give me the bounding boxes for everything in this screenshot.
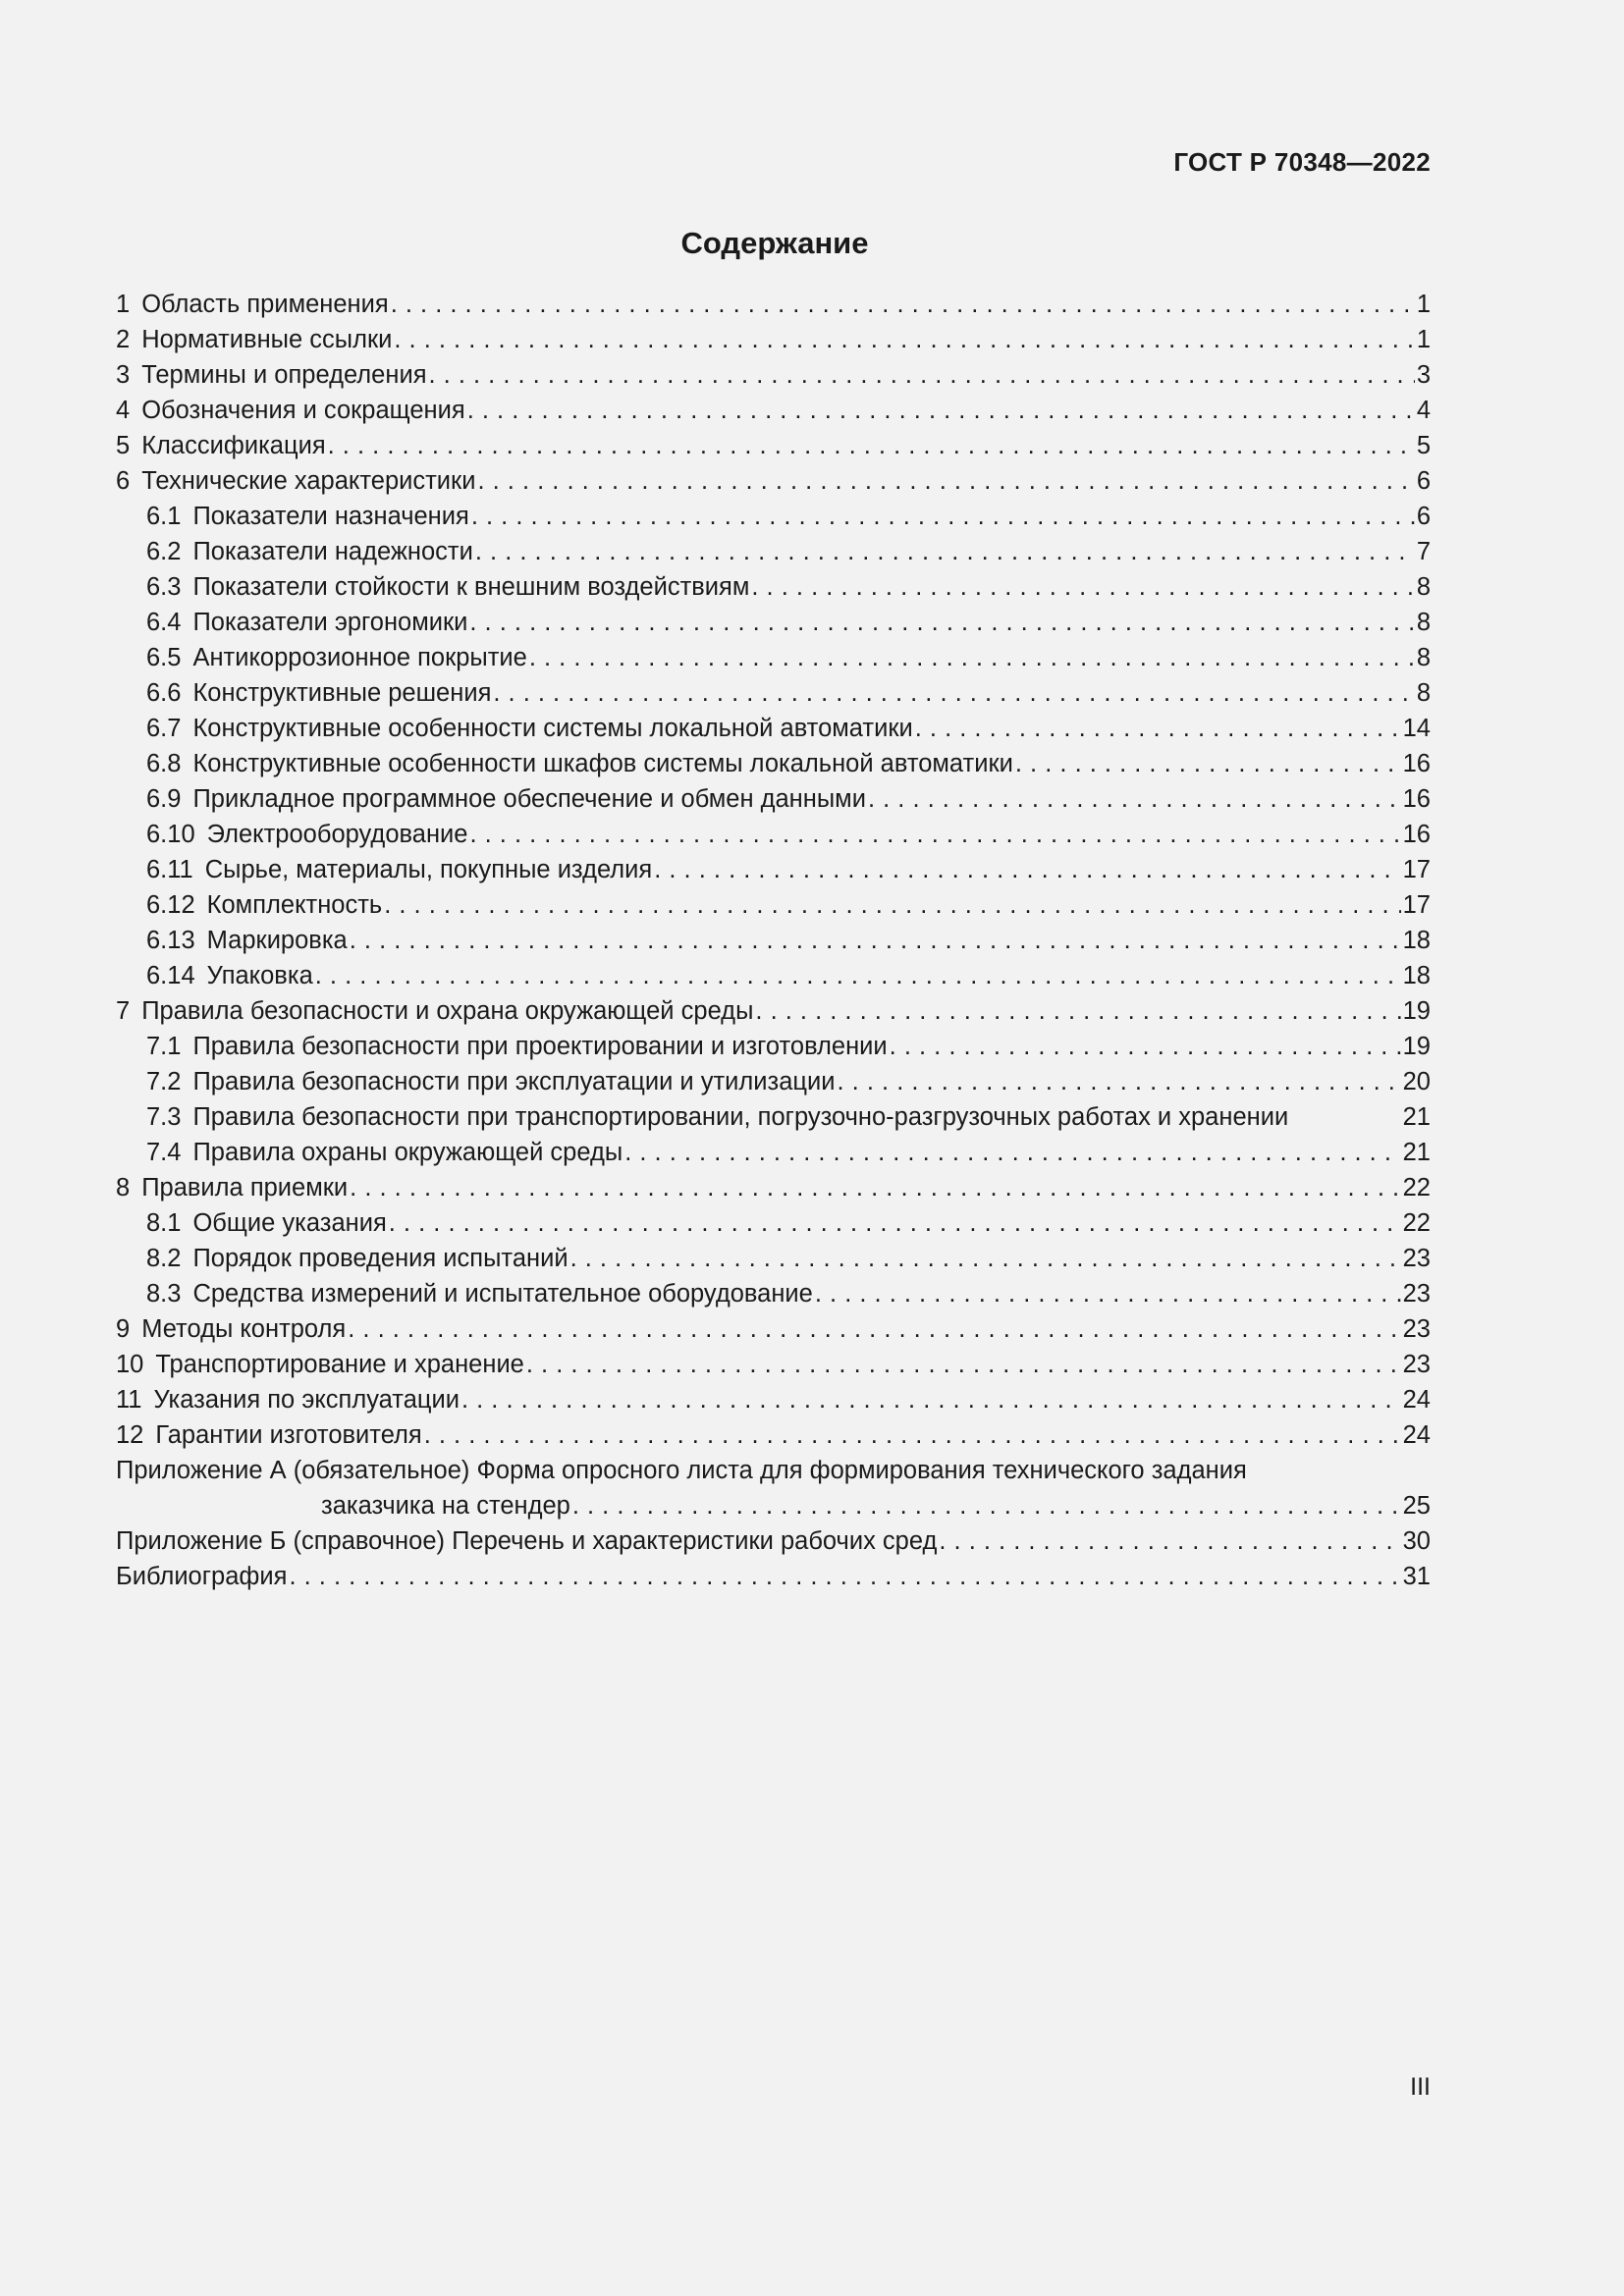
toc-entry[interactable]: [116, 852, 1431, 887]
toc-leader-dots: [475, 534, 1415, 569]
toc-leader-dots: [315, 958, 1401, 993]
toc-entry-title: Средства измерений и испытательное оборудование: [192, 1280, 813, 1308]
toc-entry-title: Показатели стойкости к внешним воздействиям: [192, 573, 750, 601]
toc-leader-dots: [467, 393, 1415, 428]
toc-entry[interactable]: [116, 428, 1431, 463]
toc-entry-page: 24: [1402, 1421, 1431, 1449]
toc-entry-number: 7.3: [146, 1103, 182, 1131]
toc-leader-dots: [391, 287, 1415, 322]
toc-entry[interactable]: [116, 746, 1431, 781]
toc-entry-number: 8.2: [146, 1245, 182, 1272]
toc-entry-number: 6.9: [146, 785, 182, 813]
toc-entry-page: 1: [1416, 326, 1431, 353]
toc-entry[interactable]: [116, 393, 1431, 428]
toc-entry-page: 7: [1416, 538, 1431, 565]
toc-entry-title: Общие указания: [192, 1209, 387, 1237]
toc-entry-title: Указания по эксплуатации: [153, 1386, 460, 1414]
toc-entry[interactable]: [116, 781, 1431, 817]
toc-entry-title: Приложение Б (справочное) Перечень и характеристики рабочих сред: [116, 1527, 938, 1555]
toc-leader-dots: [815, 1276, 1401, 1311]
toc-entry-page: 17: [1402, 891, 1431, 919]
toc-leader-dots: [350, 1170, 1400, 1205]
toc-entry-number: 10: [116, 1351, 144, 1378]
table-of-contents: [116, 287, 1431, 1594]
toc-entry-page: 25: [1402, 1492, 1431, 1520]
toc-entry-page: 23: [1402, 1245, 1431, 1272]
toc-entry-number: 2: [116, 326, 131, 353]
toc-entry-title: Термины и определения: [141, 361, 427, 389]
toc-entry-title: Технические характеристики: [141, 467, 476, 495]
toc-entry-page: 17: [1402, 856, 1431, 883]
toc-entry[interactable]: [116, 1099, 1431, 1135]
toc-title: Содержание: [680, 226, 869, 260]
toc-entry-number: 6.4: [146, 609, 182, 636]
toc-entry[interactable]: [116, 1029, 1431, 1064]
toc-entry-page: 22: [1402, 1174, 1431, 1201]
toc-entry-page: 18: [1402, 962, 1431, 989]
toc-leader-dots: [624, 1135, 1400, 1170]
toc-entry-title: Прикладное программное обеспечение и обмен данными: [192, 785, 866, 813]
toc-entry-title: Комплектность: [206, 891, 383, 919]
toc-entry-title: Классификация: [141, 432, 326, 459]
toc-leader-dots: [493, 675, 1414, 711]
toc-leader-dots: [838, 1064, 1401, 1099]
toc-leader-dots: [389, 1205, 1401, 1241]
toc-entry-page: 8: [1416, 609, 1431, 636]
toc-leader-dots: [469, 605, 1414, 640]
toc-entry-title: Транспортирование и хранение: [155, 1351, 524, 1378]
toc-entry-title: Маркировка: [206, 927, 348, 954]
toc-entry[interactable]: [116, 711, 1431, 746]
toc-leader-dots: [394, 322, 1414, 357]
toc-entry-number: 7.1: [146, 1033, 182, 1060]
toc-entry-number: 6.11: [146, 856, 193, 883]
toc-entry[interactable]: [116, 463, 1431, 499]
toc-leader-dots: [755, 993, 1400, 1029]
toc-entry-page: 21: [1402, 1103, 1431, 1131]
toc-entry[interactable]: [116, 887, 1431, 923]
toc-entry-page: 23: [1402, 1315, 1431, 1343]
toc-entry-number: 6.12: [146, 891, 195, 919]
toc-entry[interactable]: [116, 499, 1431, 534]
toc-leader-dots: [477, 463, 1414, 499]
toc-entry-title: Область применения: [141, 291, 389, 318]
toc-entry[interactable]: [116, 1559, 1431, 1594]
toc-entry-title: Показатели эргономики: [192, 609, 468, 636]
toc-entry[interactable]: [116, 640, 1431, 675]
toc-entry[interactable]: [116, 1453, 1431, 1488]
toc-entry[interactable]: [116, 1170, 1431, 1205]
toc-entry-title: Показатели надежности: [192, 538, 473, 565]
toc-entry-number: 6.8: [146, 750, 182, 777]
toc-leader-dots: [350, 923, 1401, 958]
toc-entry-page: 19: [1402, 997, 1431, 1025]
toc-entry-title: Обозначения и сокращения: [141, 397, 465, 424]
toc-entry-title: Правила охраны окружающей среды: [192, 1139, 623, 1166]
toc-entry[interactable]: [116, 287, 1431, 322]
toc-leader-dots: [328, 428, 1415, 463]
toc-entry-title: Методы контроля: [141, 1315, 347, 1343]
toc-entry-number: 6.1: [146, 503, 182, 530]
toc-entry[interactable]: [116, 1064, 1431, 1099]
toc-entry-title: Конструктивные особенности системы локальной автоматики: [192, 715, 913, 742]
toc-entry-number: 7.4: [146, 1139, 182, 1166]
toc-entry-page: 5: [1416, 432, 1431, 459]
toc-entry-page: 4: [1416, 397, 1431, 424]
toc-leader-dots: [424, 1417, 1401, 1453]
toc-entry[interactable]: [116, 1417, 1431, 1453]
toc-entry[interactable]: [116, 675, 1431, 711]
toc-entry-title: Антикоррозионное покрытие: [192, 644, 527, 671]
toc-entry-number: 1: [116, 291, 131, 318]
toc-entry-title: Сырье, материалы, покупные изделия: [204, 856, 653, 883]
toc-leader-dots: [471, 499, 1415, 534]
toc-entry-number: 11: [116, 1386, 142, 1414]
toc-entry[interactable]: [116, 357, 1431, 393]
page-number: III: [1410, 2073, 1431, 2101]
toc-entry-number: 6.13: [146, 927, 195, 954]
toc-leader-dots: [529, 640, 1415, 675]
toc-entry-title: Правила безопасности при проектировании и изготовлении: [192, 1033, 888, 1060]
toc-leader-dots: [751, 569, 1414, 605]
toc-entry-title: Показатели назначения: [192, 503, 469, 530]
toc-entry-page: 8: [1416, 573, 1431, 601]
document-code: ГОСТ Р 70348—2022: [1173, 147, 1431, 177]
toc-leader-dots: [429, 357, 1415, 393]
toc-entry-title: Порядок проведения испытаний: [192, 1245, 568, 1272]
toc-entry-number: 6.6: [146, 679, 182, 707]
toc-entry-page: 21: [1402, 1139, 1431, 1166]
toc-leader-dots: [868, 781, 1401, 817]
toc-entry-page: 23: [1402, 1351, 1431, 1378]
toc-entry-number: 8: [116, 1174, 131, 1201]
toc-entry-title: Упаковка: [206, 962, 313, 989]
toc-leader-dots: [289, 1559, 1400, 1594]
toc-leader-dots: [526, 1347, 1401, 1382]
toc-entry-page: 19: [1402, 1033, 1431, 1060]
toc-entry-title: Правила безопасности при транспортировании, погрузочно-разгрузочных работах и хранении: [192, 1103, 1289, 1131]
toc-entry-number: 7.2: [146, 1068, 182, 1095]
toc-entry-number: 7: [116, 997, 131, 1025]
toc-entry[interactable]: [116, 1241, 1431, 1276]
toc-entry-page: 8: [1416, 679, 1431, 707]
toc-leader-dots: [654, 852, 1400, 887]
toc-entry[interactable]: [116, 1488, 1431, 1523]
toc-entry-page: 16: [1402, 821, 1431, 848]
toc-entry-number: 6: [116, 467, 131, 495]
toc-entry-title: Правила безопасности при эксплуатации и утилизации: [192, 1068, 836, 1095]
toc-leader-dots: [890, 1029, 1401, 1064]
toc-entry[interactable]: [116, 1135, 1431, 1170]
toc-entry-title: Приложение А (обязательное) Форма опросного листа для формирования технического задания: [116, 1457, 1247, 1484]
toc-entry-number: 6.14: [146, 962, 195, 989]
toc-entry-number: 8.1: [146, 1209, 182, 1237]
toc-entry-page: 31: [1402, 1563, 1431, 1590]
toc-entry[interactable]: [116, 1311, 1431, 1347]
toc-leader-dots: [570, 1241, 1401, 1276]
toc-entry[interactable]: [116, 1523, 1431, 1559]
toc-entry-page: 1: [1416, 291, 1431, 318]
toc-leader-dots: [384, 887, 1400, 923]
toc-entry-page: 16: [1402, 785, 1431, 813]
toc-entry-number: 6.7: [146, 715, 182, 742]
toc-entry-page: 6: [1416, 467, 1431, 495]
toc-entry-number: 6.5: [146, 644, 182, 671]
toc-leader-dots: [461, 1382, 1401, 1417]
toc-entry-number: 6.10: [146, 821, 195, 848]
toc-entry-title: Правила приемки: [141, 1174, 349, 1201]
toc-entry[interactable]: [116, 817, 1431, 852]
toc-entry-title: Нормативные ссылки: [141, 326, 393, 353]
toc-entry[interactable]: [116, 1382, 1431, 1417]
toc-entry-title: Электрооборудование: [206, 821, 468, 848]
toc-leader-dots: [469, 817, 1400, 852]
toc-entry-title: Гарантии изготовителя: [155, 1421, 422, 1449]
toc-entry[interactable]: [116, 958, 1431, 993]
toc-entry-page: 14: [1402, 715, 1431, 742]
toc-leader-dots: [915, 711, 1401, 746]
toc-leader-dots: [939, 1523, 1400, 1559]
toc-leader-dots: [348, 1311, 1400, 1347]
toc-entry-title: Библиография: [116, 1563, 288, 1590]
toc-entry-number: 12: [116, 1421, 144, 1449]
toc-entry-number: 8.3: [146, 1280, 182, 1308]
toc-entry-number: 3: [116, 361, 131, 389]
toc-entry-number: 6.2: [146, 538, 182, 565]
toc-entry[interactable]: [116, 1276, 1431, 1311]
toc-entry-page: 18: [1402, 927, 1431, 954]
toc-entry[interactable]: [116, 993, 1431, 1029]
toc-entry-page: 24: [1402, 1386, 1431, 1414]
toc-entry[interactable]: [116, 534, 1431, 569]
toc-entry-number: 9: [116, 1315, 131, 1343]
toc-entry-title: заказчика на стендер: [321, 1492, 570, 1520]
toc-entry[interactable]: [116, 569, 1431, 605]
toc-entry[interactable]: [116, 923, 1431, 958]
toc-entry[interactable]: [116, 605, 1431, 640]
toc-entry-title: Конструктивные решения: [192, 679, 492, 707]
toc-entry-page: 8: [1416, 644, 1431, 671]
toc-entry-title: Правила безопасности и охрана окружающей среды: [141, 997, 754, 1025]
toc-entry[interactable]: [116, 1205, 1431, 1241]
toc-entry-page: 3: [1416, 361, 1431, 389]
toc-entry[interactable]: [116, 322, 1431, 357]
toc-entry-number: 4: [116, 397, 131, 424]
toc-entry-title: Конструктивные особенности шкафов системы локальной автоматики: [192, 750, 1013, 777]
toc-entry-number: 5: [116, 432, 131, 459]
toc-leader-dots: [572, 1488, 1401, 1523]
toc-entry-number: 6.3: [146, 573, 182, 601]
toc-entry-page: 23: [1402, 1280, 1431, 1308]
toc-entry-page: 30: [1402, 1527, 1431, 1555]
toc-entry-page: 22: [1402, 1209, 1431, 1237]
toc-entry[interactable]: [116, 1347, 1431, 1382]
toc-entry-page: 6: [1416, 503, 1431, 530]
toc-entry-page: 20: [1402, 1068, 1431, 1095]
toc-entry-page: 16: [1402, 750, 1431, 777]
toc-leader-dots: [1015, 746, 1401, 781]
